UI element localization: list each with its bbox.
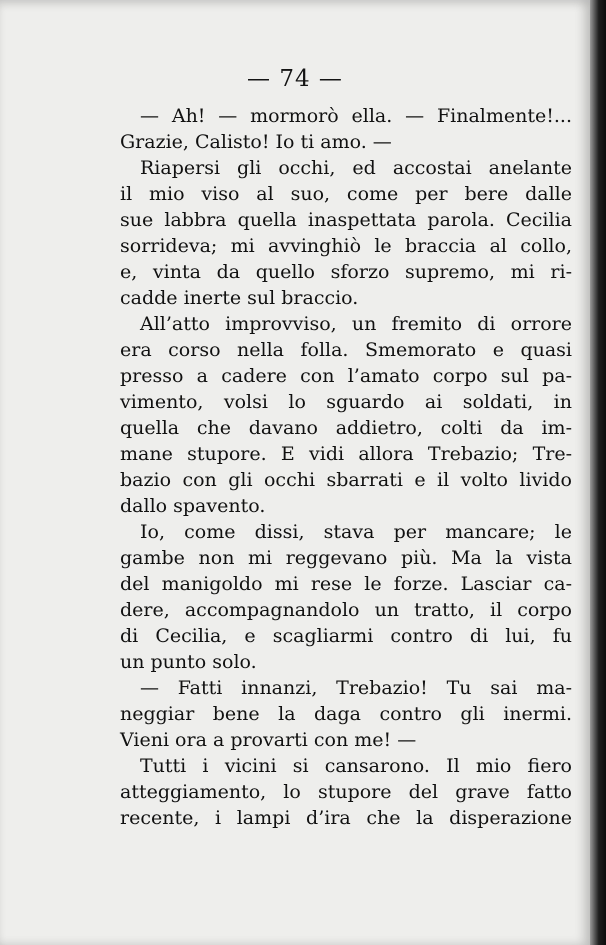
text-line: vimento, volsi lo sguardo ai soldati, in — [120, 391, 572, 413]
text-line: dallo spavento. — [120, 495, 266, 517]
text-line: Grazie, Calisto! Io ti amo. — — [120, 131, 392, 153]
text-line: il mio viso al suo, come per bere dalle — [120, 183, 572, 205]
text-line: era corso nella folla. Smemorato e quasi — [120, 339, 572, 361]
page-number: — 74 — — [247, 66, 343, 92]
text-line: quella che davano addietro, colti da im- — [120, 417, 572, 439]
text-line: di Cecilia, e scagliarmi contro di lui, fu — [120, 625, 572, 647]
text-line: cadde inerte sul braccio. — [120, 287, 359, 309]
text-line: e, vinta da quello sforzo supremo, mi ri- — [120, 261, 572, 283]
text-line: Tutti i vicini si cansarono. Il mio fiero — [140, 755, 572, 777]
page-edge — [590, 0, 606, 945]
body-text — [120, 103, 572, 831]
text-line: recente, i lampi d’ira che la disperazione — [120, 807, 572, 829]
text-line: presso a cadere con l’amato corpo sul pa- — [120, 365, 572, 387]
text-line: sorrideva; mi avvinghiò le braccia al collo, — [120, 235, 572, 257]
text-line: mane stupore. E vidi allora Trebazio; Tre- — [120, 443, 572, 465]
text-line: gambe non mi reggevano più. Ma la vista — [120, 547, 572, 569]
text-line: atteggiamento, lo stupore del grave fatto — [120, 781, 572, 803]
text-line: un punto solo. — [120, 651, 257, 673]
text-line: Io, come dissi, stava per mancare; le — [140, 521, 572, 543]
text-line: sue labbra quella inaspettata parola. Cecilia — [120, 209, 572, 231]
text-line: Vieni ora a provarti con me! — — [120, 729, 417, 751]
text-line: Riapersi gli occhi, ed accostai anelante — [140, 157, 572, 179]
text-line: neggiar bene la daga contro gli inermi. — [120, 703, 572, 725]
text-line: — Ah! — mormorò ella. — Finalmente!... — [140, 105, 572, 127]
text-line: dere, accompagnandolo un tratto, il corpo — [120, 599, 572, 621]
text-line: — Fatti innanzi, Trebazio! Tu sai ma- — [140, 677, 572, 699]
text-line: All’atto improvviso, un fremito di orrore — [140, 313, 572, 335]
text-line: bazio con gli occhi sbarrati e il volto livido — [120, 469, 572, 491]
text-line: del manigoldo mi rese le forze. Lasciar ca- — [120, 573, 572, 595]
